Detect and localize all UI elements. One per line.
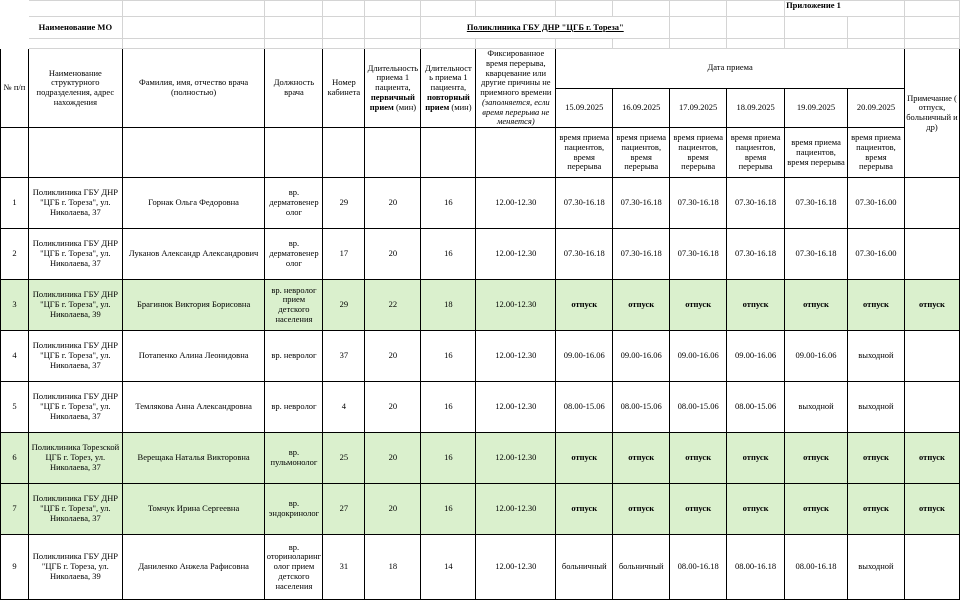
cell-room: 25 bbox=[323, 433, 365, 484]
cell-day: отпуск bbox=[847, 484, 904, 535]
cell-note bbox=[904, 229, 959, 280]
cell-num: 3 bbox=[1, 280, 29, 331]
cell-primary: 18 bbox=[365, 535, 421, 600]
cell-day: 08.00-16.18 bbox=[670, 535, 727, 600]
cell-day: отпуск bbox=[727, 433, 785, 484]
cell-day: выходной bbox=[847, 382, 904, 433]
cell-day: отпуск bbox=[613, 280, 670, 331]
header-date: 20.09.2025 bbox=[847, 88, 904, 128]
cell-day: 07.30-16.18 bbox=[670, 229, 727, 280]
table-row bbox=[1, 535, 960, 600]
cell-position: вр. оториноларинг олог прием детского населения bbox=[265, 535, 323, 600]
appendix-row bbox=[1, 1, 960, 17]
cell-day: 07.30-16.18 bbox=[785, 229, 848, 280]
table-row bbox=[1, 280, 960, 331]
cell-position: вр. дерматовенер олог bbox=[265, 178, 323, 229]
table-row bbox=[1, 484, 960, 535]
cell-break: 12.00-12.30 bbox=[476, 280, 556, 331]
cell-break: 12.00-12.30 bbox=[476, 178, 556, 229]
cell-day: 08.00-16.18 bbox=[785, 535, 848, 600]
cell-position: вр. пульмонолог bbox=[265, 433, 323, 484]
table-row bbox=[1, 331, 960, 382]
cell-unit: Поликлиника Торезской ЦГБ г. Торез, ул. Николаева, 37 bbox=[28, 433, 122, 484]
cell-repeat: 16 bbox=[421, 229, 476, 280]
cell-day: 09.00-16.06 bbox=[613, 331, 670, 382]
cell-note bbox=[904, 178, 959, 229]
cell-break: 12.00-12.30 bbox=[476, 535, 556, 600]
cell-room: 17 bbox=[323, 229, 365, 280]
header-dates-title: Дата приема bbox=[556, 49, 905, 89]
header-time-label: время приема пациентов, время перерыва bbox=[613, 128, 670, 178]
cell-day: 07.30-16.18 bbox=[556, 178, 613, 229]
cell-primary: 20 bbox=[365, 433, 421, 484]
cell-break: 12.00-12.30 bbox=[476, 229, 556, 280]
cell-note bbox=[904, 331, 959, 382]
cell-note: отпуск bbox=[904, 280, 959, 331]
cell-day: 08.00-15.06 bbox=[613, 382, 670, 433]
cell-repeat: 16 bbox=[421, 382, 476, 433]
cell-break: 12.00-12.30 bbox=[476, 382, 556, 433]
cell-day: 07.30-16.18 bbox=[613, 229, 670, 280]
cell-day: выходной bbox=[847, 535, 904, 600]
cell-day: 07.30-16.00 bbox=[847, 229, 904, 280]
cell-repeat: 16 bbox=[421, 331, 476, 382]
cell-day: отпуск bbox=[785, 280, 848, 331]
cell-primary: 20 bbox=[365, 229, 421, 280]
cell-primary: 20 bbox=[365, 382, 421, 433]
header-time-label: время приема пациентов, время перерыва bbox=[847, 128, 904, 178]
cell-day: 07.30-16.18 bbox=[556, 229, 613, 280]
cell-position: вр. невролог bbox=[265, 331, 323, 382]
cell-day: отпуск bbox=[785, 433, 848, 484]
cell-day: отпуск bbox=[727, 280, 785, 331]
cell-day: отпуск bbox=[670, 280, 727, 331]
header-time-label: время приема пациентов, время перерыва bbox=[727, 128, 785, 178]
header-date: 16.09.2025 bbox=[613, 88, 670, 128]
cell-day: отпуск bbox=[670, 433, 727, 484]
cell-break: 12.00-12.30 bbox=[476, 433, 556, 484]
cell-note: отпуск bbox=[904, 484, 959, 535]
cell-unit: Поликлиника ГБУ ДНР "ЦГБ г. Тореза", ул. Николаева, 37 bbox=[28, 331, 122, 382]
header-num: № п/п bbox=[1, 49, 29, 128]
cell-day: отпуск bbox=[556, 433, 613, 484]
cell-unit: Поликлиника ГБУ ДНР "ЦГБ г. Тореза", ул. Николаева, 37 bbox=[28, 178, 122, 229]
table-row bbox=[1, 229, 960, 280]
cell-day: 09.00-16.06 bbox=[556, 331, 613, 382]
cell-day: 07.30-16.18 bbox=[727, 229, 785, 280]
cell-primary: 20 bbox=[365, 178, 421, 229]
cell-day: 07.30-16.18 bbox=[727, 178, 785, 229]
cell-day: выходной bbox=[785, 382, 848, 433]
cell-day: отпуск bbox=[556, 484, 613, 535]
cell-num: 2 bbox=[1, 229, 29, 280]
header-primary: Длительность приема 1 пациента, первичный прием (мин) bbox=[365, 49, 421, 128]
cell-room: 29 bbox=[323, 178, 365, 229]
cell-day: отпуск bbox=[613, 484, 670, 535]
cell-room: 37 bbox=[323, 331, 365, 382]
cell-fio: Брагинюк Виктория Борисовна bbox=[122, 280, 265, 331]
header-unit: Наименование структурного подразделения, адрес нахождения bbox=[28, 49, 122, 128]
cell-num: 6 bbox=[1, 433, 29, 484]
header-row-1 bbox=[1, 49, 960, 89]
cell-room: 4 bbox=[323, 382, 365, 433]
cell-day: отпуск bbox=[727, 484, 785, 535]
cell-room: 31 bbox=[323, 535, 365, 600]
cell-primary: 22 bbox=[365, 280, 421, 331]
cell-day: отпуск bbox=[847, 433, 904, 484]
header-break: Фиксированное время перерыва, кварцевание или другие причины не приемного времени (заполняется, если время перерыва не меняется) bbox=[476, 49, 556, 128]
cell-unit: Поликлиника ГБУ ДНР "ЦГБ г. Тореза", ул. Николаева, 37 bbox=[28, 484, 122, 535]
cell-day: 08.00-15.06 bbox=[556, 382, 613, 433]
table-row bbox=[1, 382, 960, 433]
cell-day: 08.00-16.18 bbox=[727, 535, 785, 600]
cell-position: вр. эндокринолог bbox=[265, 484, 323, 535]
header-row-3 bbox=[1, 128, 960, 178]
cell-day: выходной bbox=[847, 331, 904, 382]
cell-fio: Темлякова Анна Александровна bbox=[122, 382, 265, 433]
header-room: Номер кабинета bbox=[323, 49, 365, 128]
cell-fio: Потапенко Алина Леонидовна bbox=[122, 331, 265, 382]
cell-day: 09.00-16.06 bbox=[785, 331, 848, 382]
header-time-label: время приема пациентов, время перерыва bbox=[785, 128, 848, 178]
header-date: 17.09.2025 bbox=[670, 88, 727, 128]
cell-repeat: 16 bbox=[421, 484, 476, 535]
cell-break: 12.00-12.30 bbox=[476, 331, 556, 382]
mo-row bbox=[1, 17, 960, 39]
table-row bbox=[1, 178, 960, 229]
cell-day: 08.00-15.06 bbox=[670, 382, 727, 433]
cell-position: вр. невролог прием детского населения bbox=[265, 280, 323, 331]
cell-day: 07.30-16.00 bbox=[847, 178, 904, 229]
cell-day: 08.00-15.06 bbox=[727, 382, 785, 433]
mo-label: Наименование МО bbox=[28, 17, 122, 39]
cell-note bbox=[904, 382, 959, 433]
cell-unit: Поликлиника ГБУ ДНР "ЦГБ г. Тореза", ул. Николаева, 37 bbox=[28, 229, 122, 280]
cell-fio: Томчук Ирина Сергеевна bbox=[122, 484, 265, 535]
cell-day: отпуск bbox=[785, 484, 848, 535]
cell-day: больничный bbox=[613, 535, 670, 600]
cell-day: 09.00-16.06 bbox=[727, 331, 785, 382]
header-position: Должность врача bbox=[265, 49, 323, 128]
cell-room: 27 bbox=[323, 484, 365, 535]
cell-unit: Поликлиника ГБУ ДНР "ЦГБ г. Тореза, ул. Николаева, 39 bbox=[28, 535, 122, 600]
spacer-row bbox=[1, 39, 960, 49]
cell-break: 12.00-12.30 bbox=[476, 484, 556, 535]
header-date: 15.09.2025 bbox=[556, 88, 613, 128]
cell-day: больничный bbox=[556, 535, 613, 600]
cell-unit: Поликлиника ГБУ ДНР "ЦГБ г. Тореза", ул. Николаева, 37 bbox=[28, 382, 122, 433]
cell-position: вр. невролог bbox=[265, 382, 323, 433]
header-notes: Примечание ( отпуск, больничный и др) bbox=[904, 49, 959, 178]
cell-repeat: 18 bbox=[421, 280, 476, 331]
cell-num: 1 bbox=[1, 178, 29, 229]
header-repeat: Длительност ь приема 1 пациента, повторный прием (мин) bbox=[421, 49, 476, 128]
cell-fio: Даниленко Анжела Рафисовна bbox=[122, 535, 265, 600]
cell-day: 09.00-16.06 bbox=[670, 331, 727, 382]
cell-day: отпуск bbox=[613, 433, 670, 484]
mo-value: Поликлиника ГБУ ДНР "ЦГБ г. Тореза" bbox=[421, 17, 670, 39]
header-date: 18.09.2025 bbox=[727, 88, 785, 128]
cell-primary: 20 bbox=[365, 331, 421, 382]
table-row bbox=[1, 433, 960, 484]
header-fio: Фамилия, имя, отчество врача (полностью) bbox=[122, 49, 265, 128]
cell-repeat: 16 bbox=[421, 433, 476, 484]
cell-num: 7 bbox=[1, 484, 29, 535]
header-date: 19.09.2025 bbox=[785, 88, 848, 128]
cell-day: 07.30-16.18 bbox=[785, 178, 848, 229]
cell-fio: Верещака Наталья Викторовна bbox=[122, 433, 265, 484]
header-time-label: время приема пациентов, время перерыва bbox=[556, 128, 613, 178]
cell-fio: Луканов Александр Александрович bbox=[122, 229, 265, 280]
cell-day: отпуск bbox=[847, 280, 904, 331]
header-time-label: время приема пациентов, время перерыва bbox=[670, 128, 727, 178]
cell-unit: Поликлиника ГБУ ДНР "ЦГБ г. Тореза", ул. Николаева, 39 bbox=[28, 280, 122, 331]
cell-day: отпуск bbox=[556, 280, 613, 331]
cell-num: 9 bbox=[1, 535, 29, 600]
cell-num: 4 bbox=[1, 331, 29, 382]
cell-day: отпуск bbox=[670, 484, 727, 535]
cell-num: 5 bbox=[1, 382, 29, 433]
cell-note bbox=[904, 535, 959, 600]
cell-fio: Горнак Ольга Федоровна bbox=[122, 178, 265, 229]
cell-repeat: 14 bbox=[421, 535, 476, 600]
cell-primary: 20 bbox=[365, 484, 421, 535]
cell-day: 07.30-16.18 bbox=[613, 178, 670, 229]
cell-day: 07.30-16.18 bbox=[670, 178, 727, 229]
cell-room: 29 bbox=[323, 280, 365, 331]
cell-repeat: 16 bbox=[421, 178, 476, 229]
cell-position: вр. дерматовенер олог bbox=[265, 229, 323, 280]
cell-note: отпуск bbox=[904, 433, 959, 484]
appendix-label: Приложение 1 bbox=[785, 1, 905, 17]
table-body bbox=[1, 178, 960, 600]
